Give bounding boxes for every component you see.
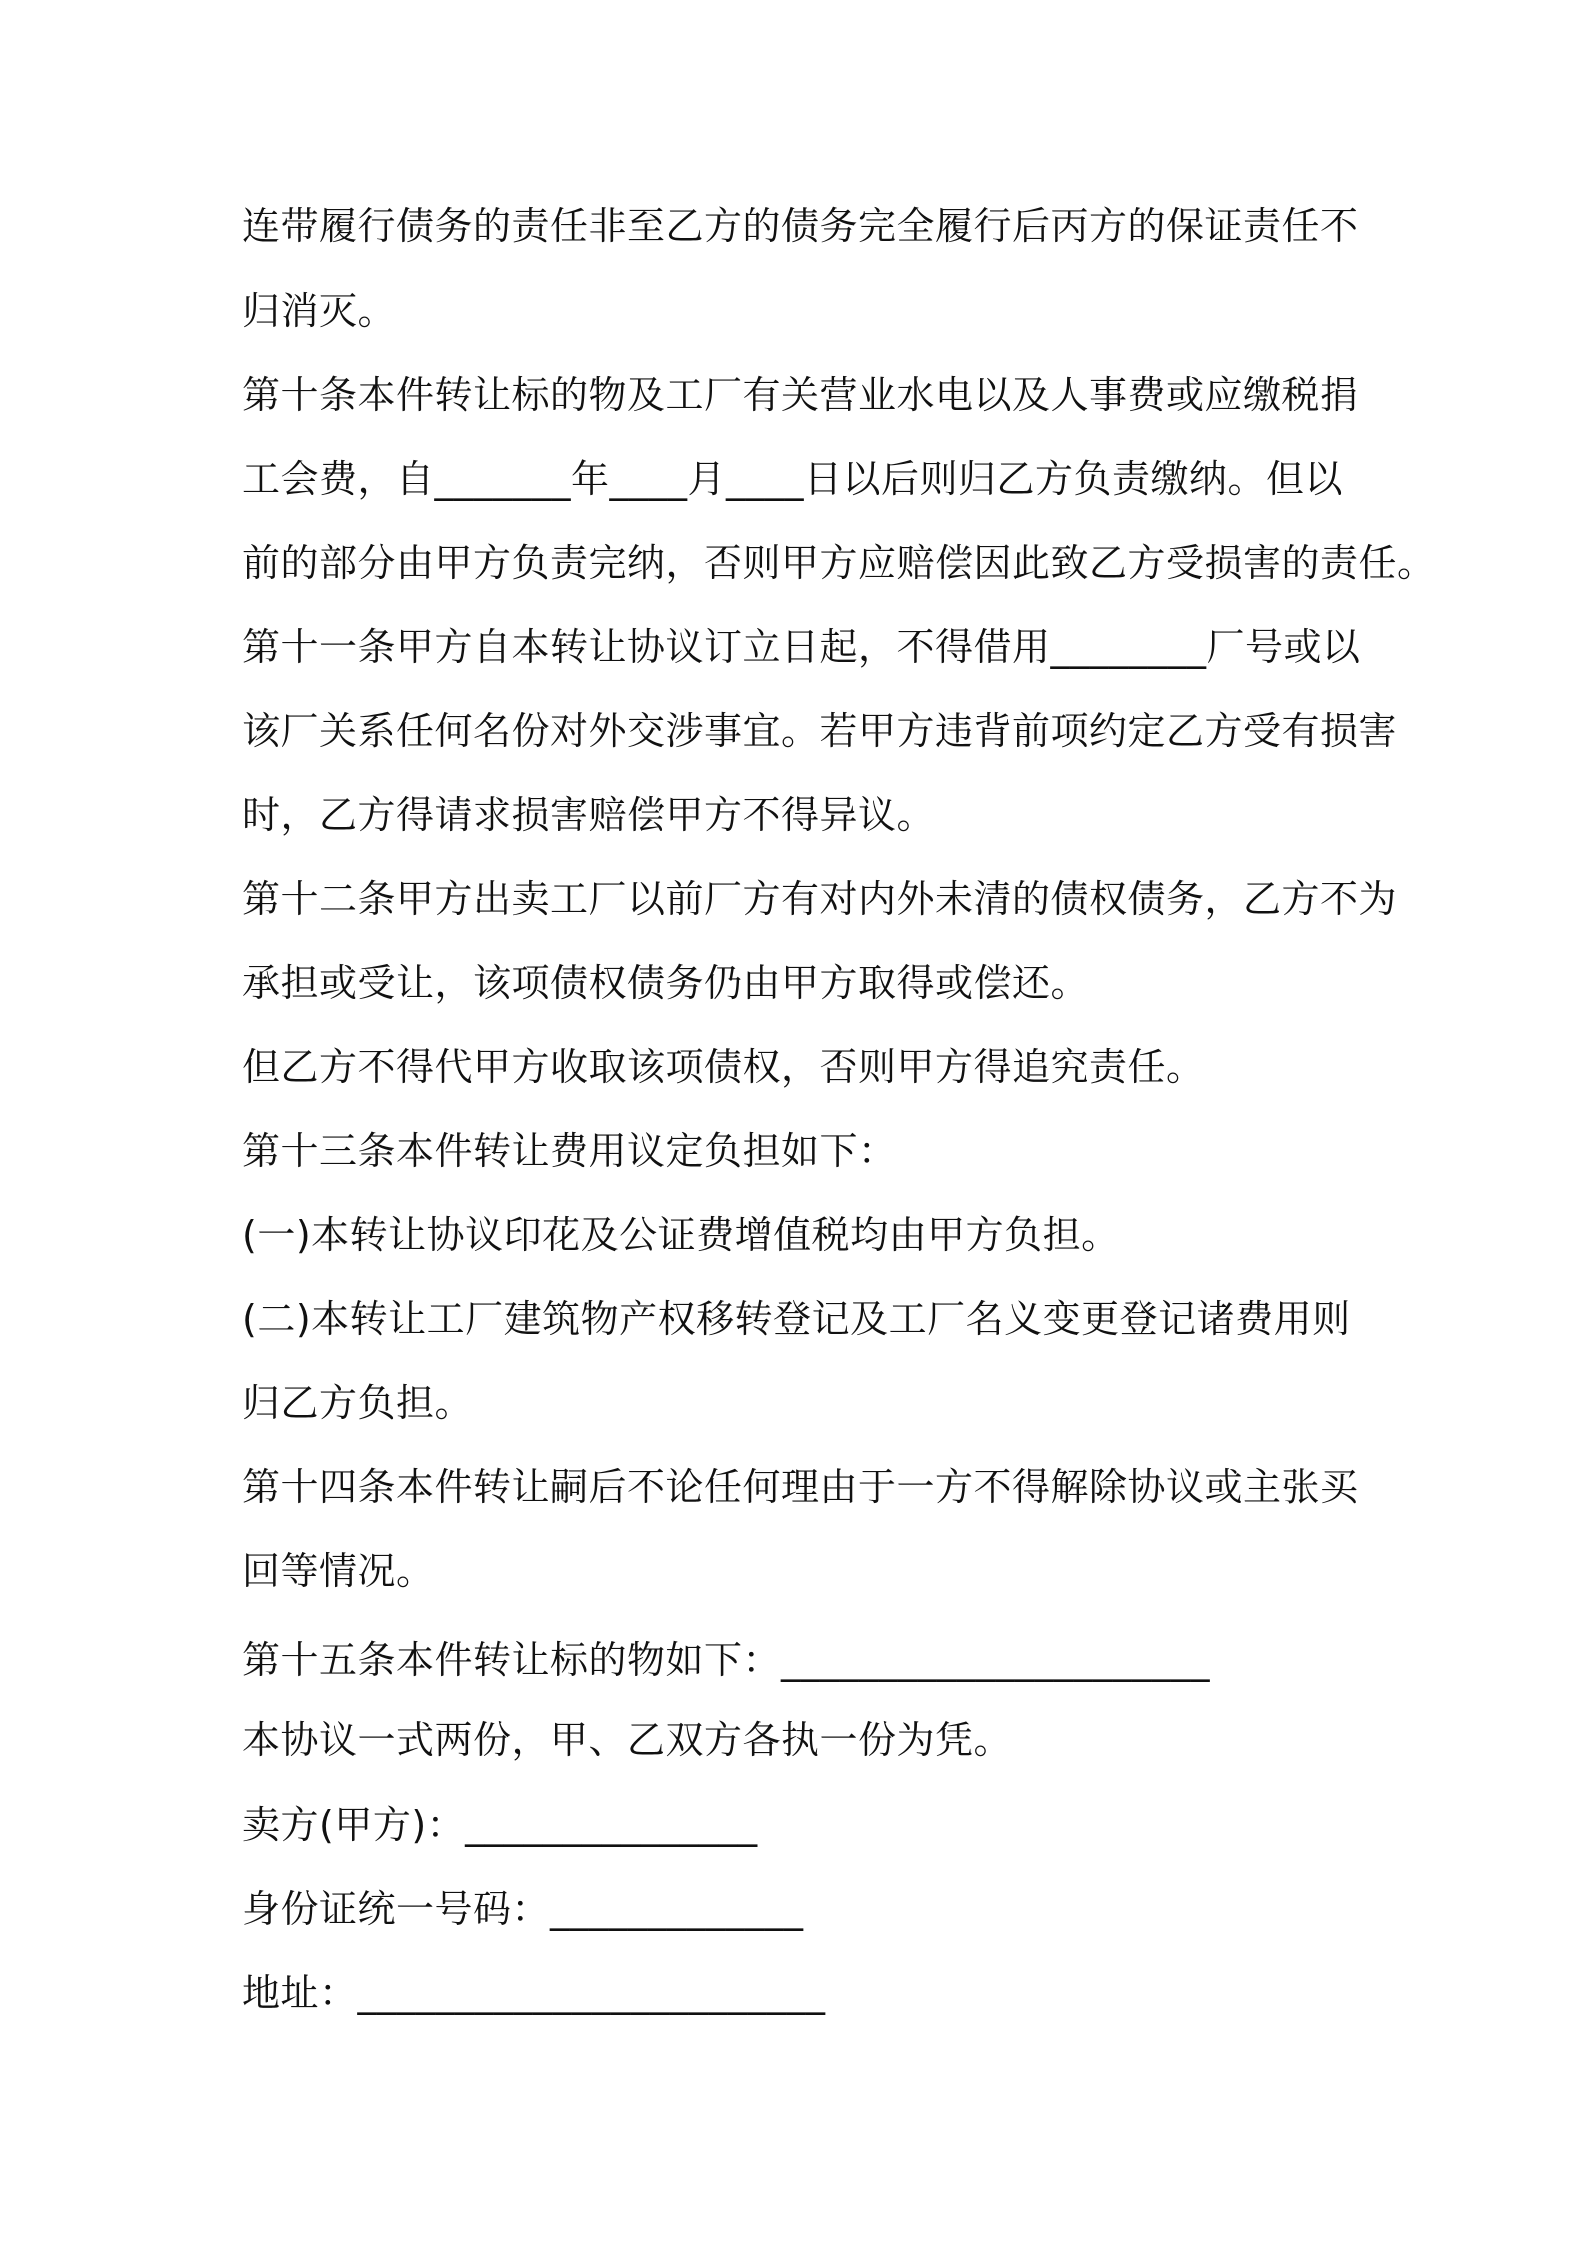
text-line: 卖方(甲方)：_______________ — [242, 1803, 758, 1847]
text-line: 地址：________________________ — [242, 1971, 826, 2015]
text-line: 第十五条本件转让标的物如下：______________________ — [242, 1638, 1211, 1682]
text-line: 第十三条本件转让费用议定负担如下： — [242, 1129, 897, 1173]
text-line: 工会费，自_______年____月____日以后则归乙方负责缴纳。但以 — [242, 457, 1344, 501]
text-line: 该厂关系任何名份对外交涉事宜。若甲方违背前项约定乙方受有损害 — [242, 709, 1398, 753]
text-line: 归乙方负担。 — [242, 1381, 474, 1425]
text-line: 本协议一式两份，甲、乙双方各执一份为凭。 — [242, 1718, 1013, 1762]
text-line: 时，乙方得请求损害赔偿甲方不得异议。 — [242, 793, 936, 837]
text-line: 第十一条甲方自本转让协议订立日起，不得借用________厂号或以 — [242, 625, 1361, 669]
text-line: 第十二条甲方出卖工厂以前厂方有对内外未清的债权债务，乙方不为 — [242, 877, 1398, 921]
text-line: 第十条本件转让标的物及工厂有关营业水电以及人事费或应缴税捐 — [242, 373, 1359, 417]
text-line: 回等情况。 — [242, 1549, 435, 1593]
text-line: 但乙方不得代甲方收取该项债权，否则甲方得追究责任。 — [242, 1045, 1205, 1089]
text-line: (二)本转让工厂建筑物产权移转登记及工厂名义变更登记诸费用则 — [242, 1297, 1351, 1341]
text-line: 归消灭。 — [242, 289, 397, 333]
text-line: 第十四条本件转让嗣后不论任何理由于一方不得解除协议或主张买 — [242, 1465, 1359, 1509]
text-line: 连带履行债务的责任非至乙方的债务完全履行后丙方的保证责任不 — [242, 204, 1359, 248]
text-line: 承担或受让，该项债权债务仍由甲方取得或偿还。 — [242, 961, 1090, 1005]
text-line: 身份证统一号码：_____________ — [242, 1887, 804, 1931]
text-line: 前的部分由甲方负责完纳，否则甲方应赔偿因此致乙方受损害的责任。 — [242, 541, 1436, 585]
text-line: (一)本转让协议印花及公证费增值税均由甲方负担。 — [242, 1213, 1120, 1257]
